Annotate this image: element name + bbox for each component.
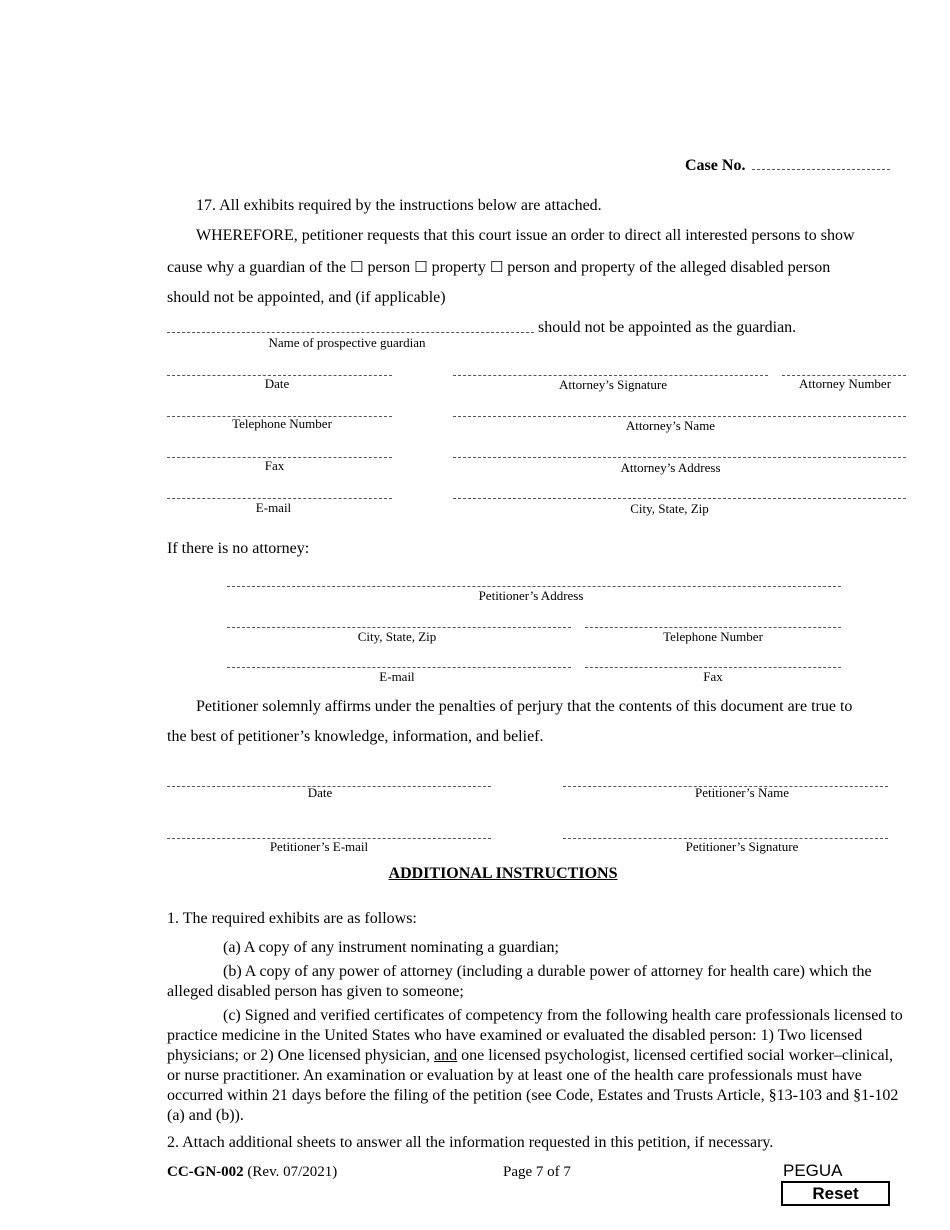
- attorney-city-field[interactable]: [453, 498, 906, 499]
- fax-label: Fax: [264, 458, 285, 473]
- person-and-property-option-label: person and property of the alleged disabled person: [507, 259, 831, 276]
- petitioner-address-label: Petitioner’s Address: [478, 588, 584, 603]
- telephone-label: Telephone Number: [232, 416, 332, 431]
- petitioner-email-sig-label: Petitioner’s E-mail: [269, 839, 369, 854]
- instructions-item-a: (a) A copy of any instrument nominating a guardian;: [223, 939, 559, 956]
- petitioner-telephone-field[interactable]: [585, 627, 841, 628]
- petitioner-address-field[interactable]: [227, 586, 841, 587]
- petitioner-email-label: E-mail: [379, 669, 415, 684]
- wherefore-line-3: should not be appointed, and (if applicable): [167, 289, 446, 306]
- instructions-c-text-1: (c) Signed and verified certificates of competency from the following health care professionals licensed to practice medicine in the United States who have examined or evaluated the disabled person: 1) Two licensed physicians; or 2) One licensed physician,: [167, 1007, 903, 1064]
- attorney-city-label: City, State, Zip: [630, 501, 709, 516]
- petitioner-date-label: Date: [307, 785, 333, 800]
- instructions-heading: ADDITIONAL INSTRUCTIONS: [388, 865, 618, 882]
- petitioner-fax-label: Fax: [703, 669, 723, 684]
- wherefore-line-1: WHEREFORE, petitioner requests that this court issue an order to direct all interested persons to show: [196, 227, 855, 244]
- prospective-guardian-field[interactable]: [167, 332, 534, 333]
- person-checkbox[interactable]: ☐: [350, 258, 364, 276]
- person-and-property-checkbox[interactable]: ☐: [489, 258, 504, 276]
- attorney-name-field[interactable]: [453, 416, 906, 417]
- petitioner-city-field[interactable]: [227, 627, 571, 628]
- guardian-suffix-text: should not be appointed as the guardian.: [538, 319, 797, 336]
- attorney-number-label: Attorney Number: [798, 376, 892, 391]
- reset-button[interactable]: Reset: [781, 1181, 890, 1206]
- petitioner-email-field[interactable]: [227, 667, 571, 668]
- instructions-item-b: (b) A copy of any power of attorney (including a durable power of attorney for health care) which the alleged disabled person has given to someone;: [167, 963, 872, 1000]
- petitioner-city-label: City, State, Zip: [357, 629, 437, 644]
- no-attorney-heading: If there is no attorney:: [167, 540, 310, 557]
- wherefore-line-2: [167, 257, 830, 278]
- form-id-code: CC-GN-002: [167, 1164, 244, 1180]
- petitioner-telephone-label: Telephone Number: [663, 629, 763, 644]
- instructions-c-text-2: one licensed psychologist, licensed certified social worker–clinical, or nurse practitioner. An examination or evaluation by at least one of the health care professionals must have occurred within 21 days before the filing of the petition (see Code, Estates and Trusts Article, §13-103 and §1-102 (a) and (b)).: [167, 1047, 899, 1124]
- petitioner-signature-label: Petitioner’s Signature: [685, 839, 799, 854]
- email-label: E-mail: [255, 500, 292, 515]
- petitioner-fax-field[interactable]: [585, 667, 841, 668]
- person-option-label: person: [367, 259, 411, 276]
- item-17: 17. All exhibits required by the instructions below are attached.: [196, 197, 602, 214]
- property-checkbox[interactable]: ☐: [414, 258, 428, 276]
- page-number: Page 7 of 7: [503, 1164, 571, 1180]
- email-field[interactable]: [167, 498, 392, 499]
- instructions-c-and: and: [434, 1047, 458, 1064]
- attorney-address-field[interactable]: [453, 457, 906, 458]
- instructions-item-2: 2. Attach additional sheets to answer all the information requested in this petition, if necessary.: [167, 1134, 774, 1151]
- date-label: Date: [264, 376, 290, 391]
- form-revision: (Rev. 07/2021): [247, 1164, 338, 1180]
- affirmation-line-2: the best of petitioner’s knowledge, information, and belief.: [167, 728, 544, 745]
- case-no-label: Case No.: [685, 157, 746, 174]
- prospective-guardian-label: Name of prospective guardian: [268, 335, 426, 350]
- instructions-item-c: [167, 1006, 903, 1126]
- attorney-signature-field[interactable]: [453, 375, 768, 376]
- instructions-item-1: 1. The required exhibits are as follows:: [167, 910, 417, 927]
- petitioner-name-label: Petitioner’s Name: [695, 785, 789, 800]
- attorney-address-label: Attorney’s Address: [620, 460, 721, 475]
- attorney-name-label: Attorney’s Name: [625, 418, 716, 433]
- attorney-signature-label: Attorney’s Signature: [559, 377, 667, 392]
- affirmation-line-1: Petitioner solemnly affirms under the penalties of perjury that the contents of this document are true to: [196, 698, 853, 715]
- form-code: PEGUA: [783, 1161, 843, 1180]
- case-no-field[interactable]: [752, 169, 890, 170]
- property-option-label: property: [431, 259, 486, 276]
- wherefore-cause-text: cause why a guardian of the: [167, 259, 347, 276]
- form-id: [167, 1164, 337, 1181]
